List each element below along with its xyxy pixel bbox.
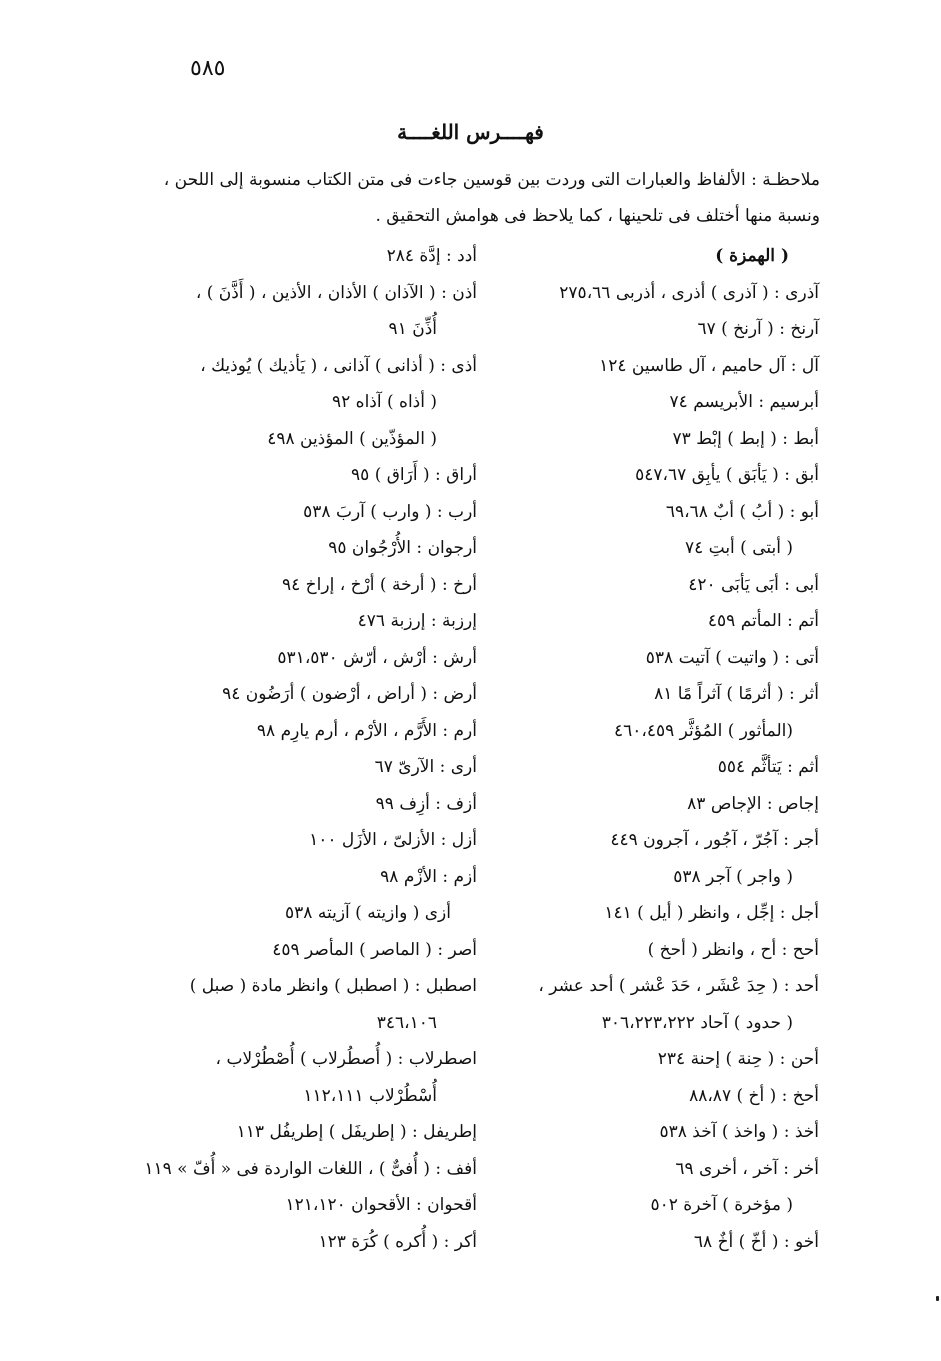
index-entry: أذى : ( أذانى ) آذانى ، ( يَأذيك ) يُوذيك ،	[200, 355, 477, 376]
index-entry: أبو : ( أبُ ) أبٌ ٦٩،٦٨	[665, 501, 819, 522]
index-column-left	[144, 238, 477, 1260]
index-entry: أفف : ( أُفىٌّ ) ، اللغات الواردة فى « أُفّ » ١١٩	[144, 1158, 477, 1179]
index-entry: آذرى : ( آذرى ) أذرى ، أذربى ٢٧٥،٦٦	[559, 282, 819, 303]
index-entry: آل : آل حاميم ، آل طاسين ١٢٤	[599, 355, 819, 376]
index-entry: اصطبل : ( اصطبل ) وانظر مادة ( صبل )	[189, 976, 477, 996]
index-entry: ( واجر ) آجر ٥٣٨	[673, 866, 793, 887]
index-entry: أجر : آجُرّ ، آجُور ، آجرون ٤٤٩	[610, 830, 819, 850]
index-entry: أرى : الآرىّ ٦٧	[374, 757, 477, 777]
index-entry: أحخ : ( أخ ) ٨٨،٨٧	[689, 1085, 819, 1106]
index-entry: أبرسيم : الأبريسم ٧٤	[669, 392, 819, 412]
index-entry: أجل : إجِّل ، وانظر ( أيل ) ١٤١	[604, 903, 819, 923]
index-entry: أتى : ( واتيت ) آتيت ٥٣٨	[645, 647, 819, 668]
index-entry: أُذِّنَ ٩١	[388, 319, 437, 339]
index-entry: أبى : أبَى يَأبَى ٤٢٠	[688, 574, 819, 595]
index-column-right	[519, 238, 819, 1260]
index-entry: ( حدود ) آحاد ٣٠٦،٢٢٣،٢٢٢	[601, 1012, 793, 1033]
index-entry: أثر : ( أثرمًا ) آثراً مًا ٨١	[654, 684, 819, 704]
index-entry: أزل : الأزلىّ ، الأزَل ١٠٠	[309, 830, 477, 850]
scan-speck	[936, 1296, 939, 1301]
index-entry: أثم : يَتأثَّم ٥٥٤	[717, 757, 819, 777]
index-entry: ( مؤخرة ) آخرة ٥٠٢	[650, 1195, 793, 1215]
index-entry: أزم : الأزْم ٩٨	[380, 866, 477, 887]
index-entry: أصر : ( الماصر ) المأصر ٤٥٩	[272, 939, 477, 960]
index-entry: ( أذاه ) آذاه ٩٢	[332, 392, 437, 412]
index-entry: أرب : ( وارب ) آربَ ٥٣٨	[303, 501, 477, 522]
index-entry: أخو : ( أخّ ) أخٌ ٦٨	[693, 1231, 819, 1252]
index-entry: إرزبة : إرزبة ٤٧٦	[357, 611, 477, 631]
page-number: ٥٨٥	[190, 56, 226, 81]
index-entry: أخذ : ( واخذ ) آخذ ٥٣٨	[659, 1122, 819, 1142]
index-entry: أتم : المأتم ٤٥٩	[707, 611, 819, 631]
index-entry: أبق : ( يَأبَق ) يأبِق ٥٤٧،٦٧	[635, 465, 819, 485]
index-entry: ( المؤذّين ) المؤذين ٤٩٨	[267, 428, 437, 449]
index-entry: أرض : ( أراض ، أرْضون ) أرَضُون ٩٤	[222, 684, 477, 704]
index-section-heading: ( الهمزة )	[715, 246, 789, 266]
index-entry: ( أبتى ) أبتِ ٧٤	[684, 538, 793, 558]
index-entry: أحح : أح ، وانظر ( أحخ )	[647, 939, 819, 960]
index-entry: أرخ : ( أرخة ) أرْخ ، إراخ ٩٤	[282, 574, 477, 595]
index-entry: أزى ( وازيته ) آزيته ٥٣٨	[285, 903, 451, 923]
index-entry: أُسْطُرْلاب ١١٢،١١١	[303, 1085, 437, 1106]
index-entry: أحن : ( حِنة ) إحنة ٢٣٤	[657, 1049, 819, 1069]
index-entry: أذن : ( الآذان ) الأذان ، الأذين ، ( أَذَّنَ ) ،	[195, 282, 477, 303]
index-entry: أراق : ( أَرَاق ) ٩٥	[351, 465, 477, 485]
index-entry: إطريفل : ( إطريفَل ) إطريفُل ١١٣	[236, 1122, 477, 1142]
index-entry: أرم : الأَرَّم ، الأرْم ، أرم يارِم ٩٨	[256, 720, 477, 741]
index-entry: أرش : أرْش ، أرّش ٥٣١،٥٣٠	[277, 647, 477, 668]
index-entry: آرنخ : ( آرنخ ) ٦٧	[697, 319, 819, 339]
index-entry: أبط : ( إبط ) إبْط ٧٣	[672, 428, 819, 449]
note-line-2: ونسبة منها أختلف فى تلحينها ، كما يلاحظ فى هوامش التحقيق .	[375, 206, 820, 226]
index-entry: أدد : إدَّة ٢٨٤	[386, 246, 477, 266]
page-title: فهــــرس اللغــــة	[397, 120, 544, 144]
index-entry: (المأثور ) المُؤثَّر ٤٦٠،٤٥٩	[613, 720, 793, 741]
index-entry: اصطرلاب : ( أُصطُرلاب ) أُصْطُرْلاب ،	[215, 1049, 477, 1069]
index-entry: ٣٤٦،١٠٦	[376, 1012, 437, 1033]
index-entry: أحد : ( حِدَ عْشَر ، حَدَ عْشر ) أحد عشر ،	[538, 976, 819, 996]
index-entry: أرجوان : الأُرْجُوان ٩٥	[328, 538, 477, 558]
index-entry: أكر : ( أُكره ) كُرَة ١٢٣	[318, 1231, 477, 1252]
note-line-1: ملاحظـة : الألفاظ والعبارات التى وردت بين قوسين جاءت فى متن الكتاب منسوبة إلى اللحن ،	[163, 170, 820, 190]
index-entry: أزف : أزِف ٩٩	[375, 793, 477, 814]
index-entry: أقحوان : الأقحوان ١٢١،١٢٠	[285, 1195, 477, 1215]
index-entry: أخر : آخر ، أخرى ٦٩	[675, 1158, 819, 1179]
index-entry: إجاص : الإجاص ٨٣	[687, 793, 819, 814]
